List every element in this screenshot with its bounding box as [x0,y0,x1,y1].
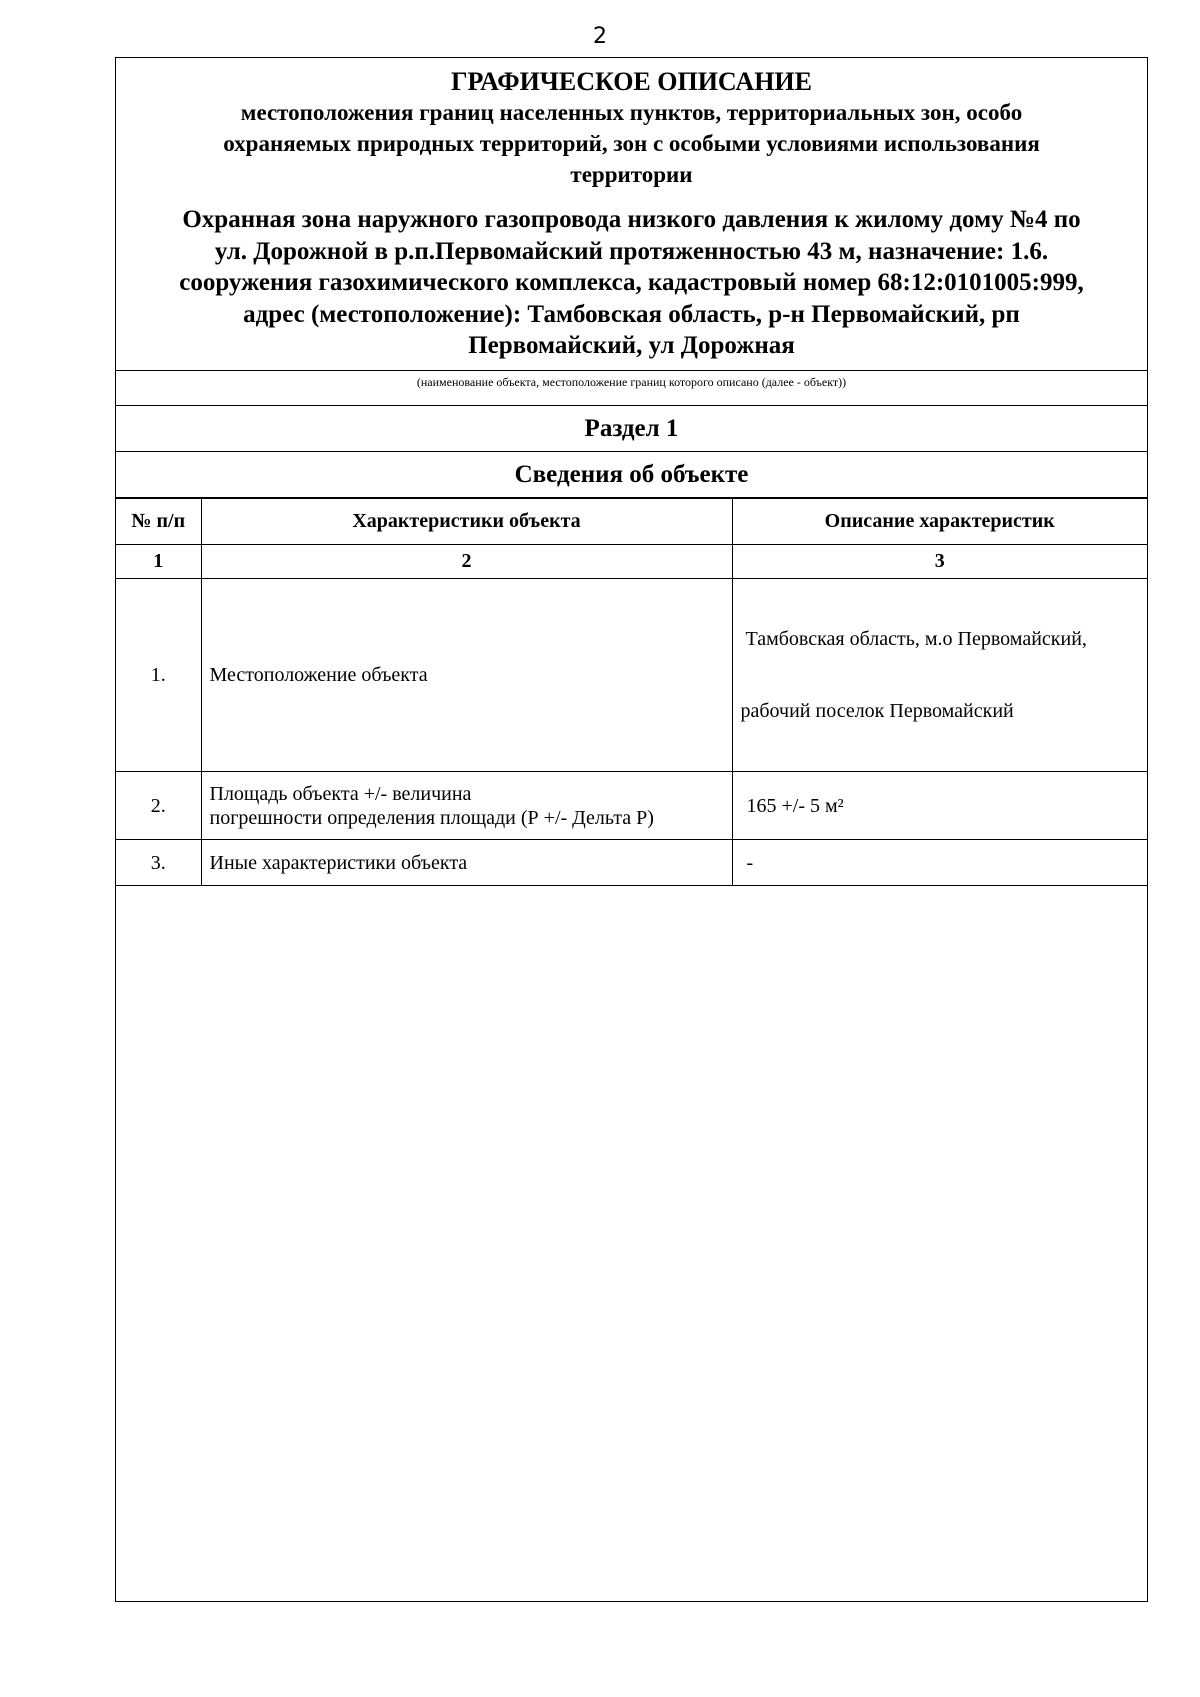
column-number-row [116,545,1147,579]
row-number: 3. [116,840,201,886]
description-cell [732,840,1147,886]
object-name-line: Первомайский, ул Дорожная [468,332,795,359]
object-properties-table [116,498,1147,886]
object-name [116,204,1147,362]
description-text: 165 +/- 5 м² [746,794,844,817]
column-number: 3 [732,545,1147,579]
table-row [116,840,1147,886]
object-name-line: ул. Дорожной в р.п.Первомайский протяженностью 43 м, назначение: 1.6. [214,237,1049,265]
description-text: рабочий поселок Первомайский [740,700,1014,722]
table-header-row [116,499,1147,545]
object-caption: (наименование объекта, местоположение границ которого описано (далее - объект)) [116,371,1147,406]
object-name-line: адрес (местоположение): Тамбовская область, р-н Первомайский, рп [243,300,1020,328]
characteristic-text: погрешности определения площади (Р +/- Дельта Р) [209,806,654,829]
column-header-characteristic: Характеристики объекта [201,499,732,545]
column-header-number: № п/п [116,499,201,545]
characteristic-cell [201,840,732,886]
characteristic-text: Местоположение объекта [209,664,428,686]
section-title: Раздел 1 [116,406,1147,452]
object-name-line: сооружения газохимического комплекса, кадастровый номер 68:12:0101005:999, [179,269,1084,296]
description-cell [732,772,1147,840]
description-text: Тамбовская область, м.о Первомайский, [740,628,1087,650]
table-row [116,579,1147,772]
row-number: 1. [116,579,201,772]
subtitle-line: охраняемых природных территорий, зон с особыми условиями использования [223,131,1040,156]
description-cell [732,579,1147,772]
page-number: 2 [593,24,607,49]
subtitle-line: местоположения границ населенных пунктов, территориальных зон, особо [240,100,1023,125]
table-row [116,772,1147,840]
section-subtitle: Сведения об объекте [116,452,1147,498]
row-number: 2. [116,772,201,840]
object-name-line: Охранная зона наружного газопровода низкого давления к жилому дому №4 по [182,206,1081,233]
characteristic-cell [201,579,732,772]
document-frame [115,57,1148,1602]
subtitle-line: территории [570,162,693,187]
document-header [116,58,1147,371]
column-number: 2 [201,545,732,579]
characteristic-text: Иные характеристики объекта [209,851,468,874]
description-text: - [746,851,754,874]
document-title: ГРАФИЧЕСКОЕ ОПИСАНИЕ [451,67,812,96]
document-subtitle [116,97,1147,190]
characteristic-cell [201,772,732,840]
column-header-description: Описание характеристик [732,499,1147,545]
column-number: 1 [116,545,201,579]
characteristic-text: Площадь объекта +/- величина [209,782,472,805]
